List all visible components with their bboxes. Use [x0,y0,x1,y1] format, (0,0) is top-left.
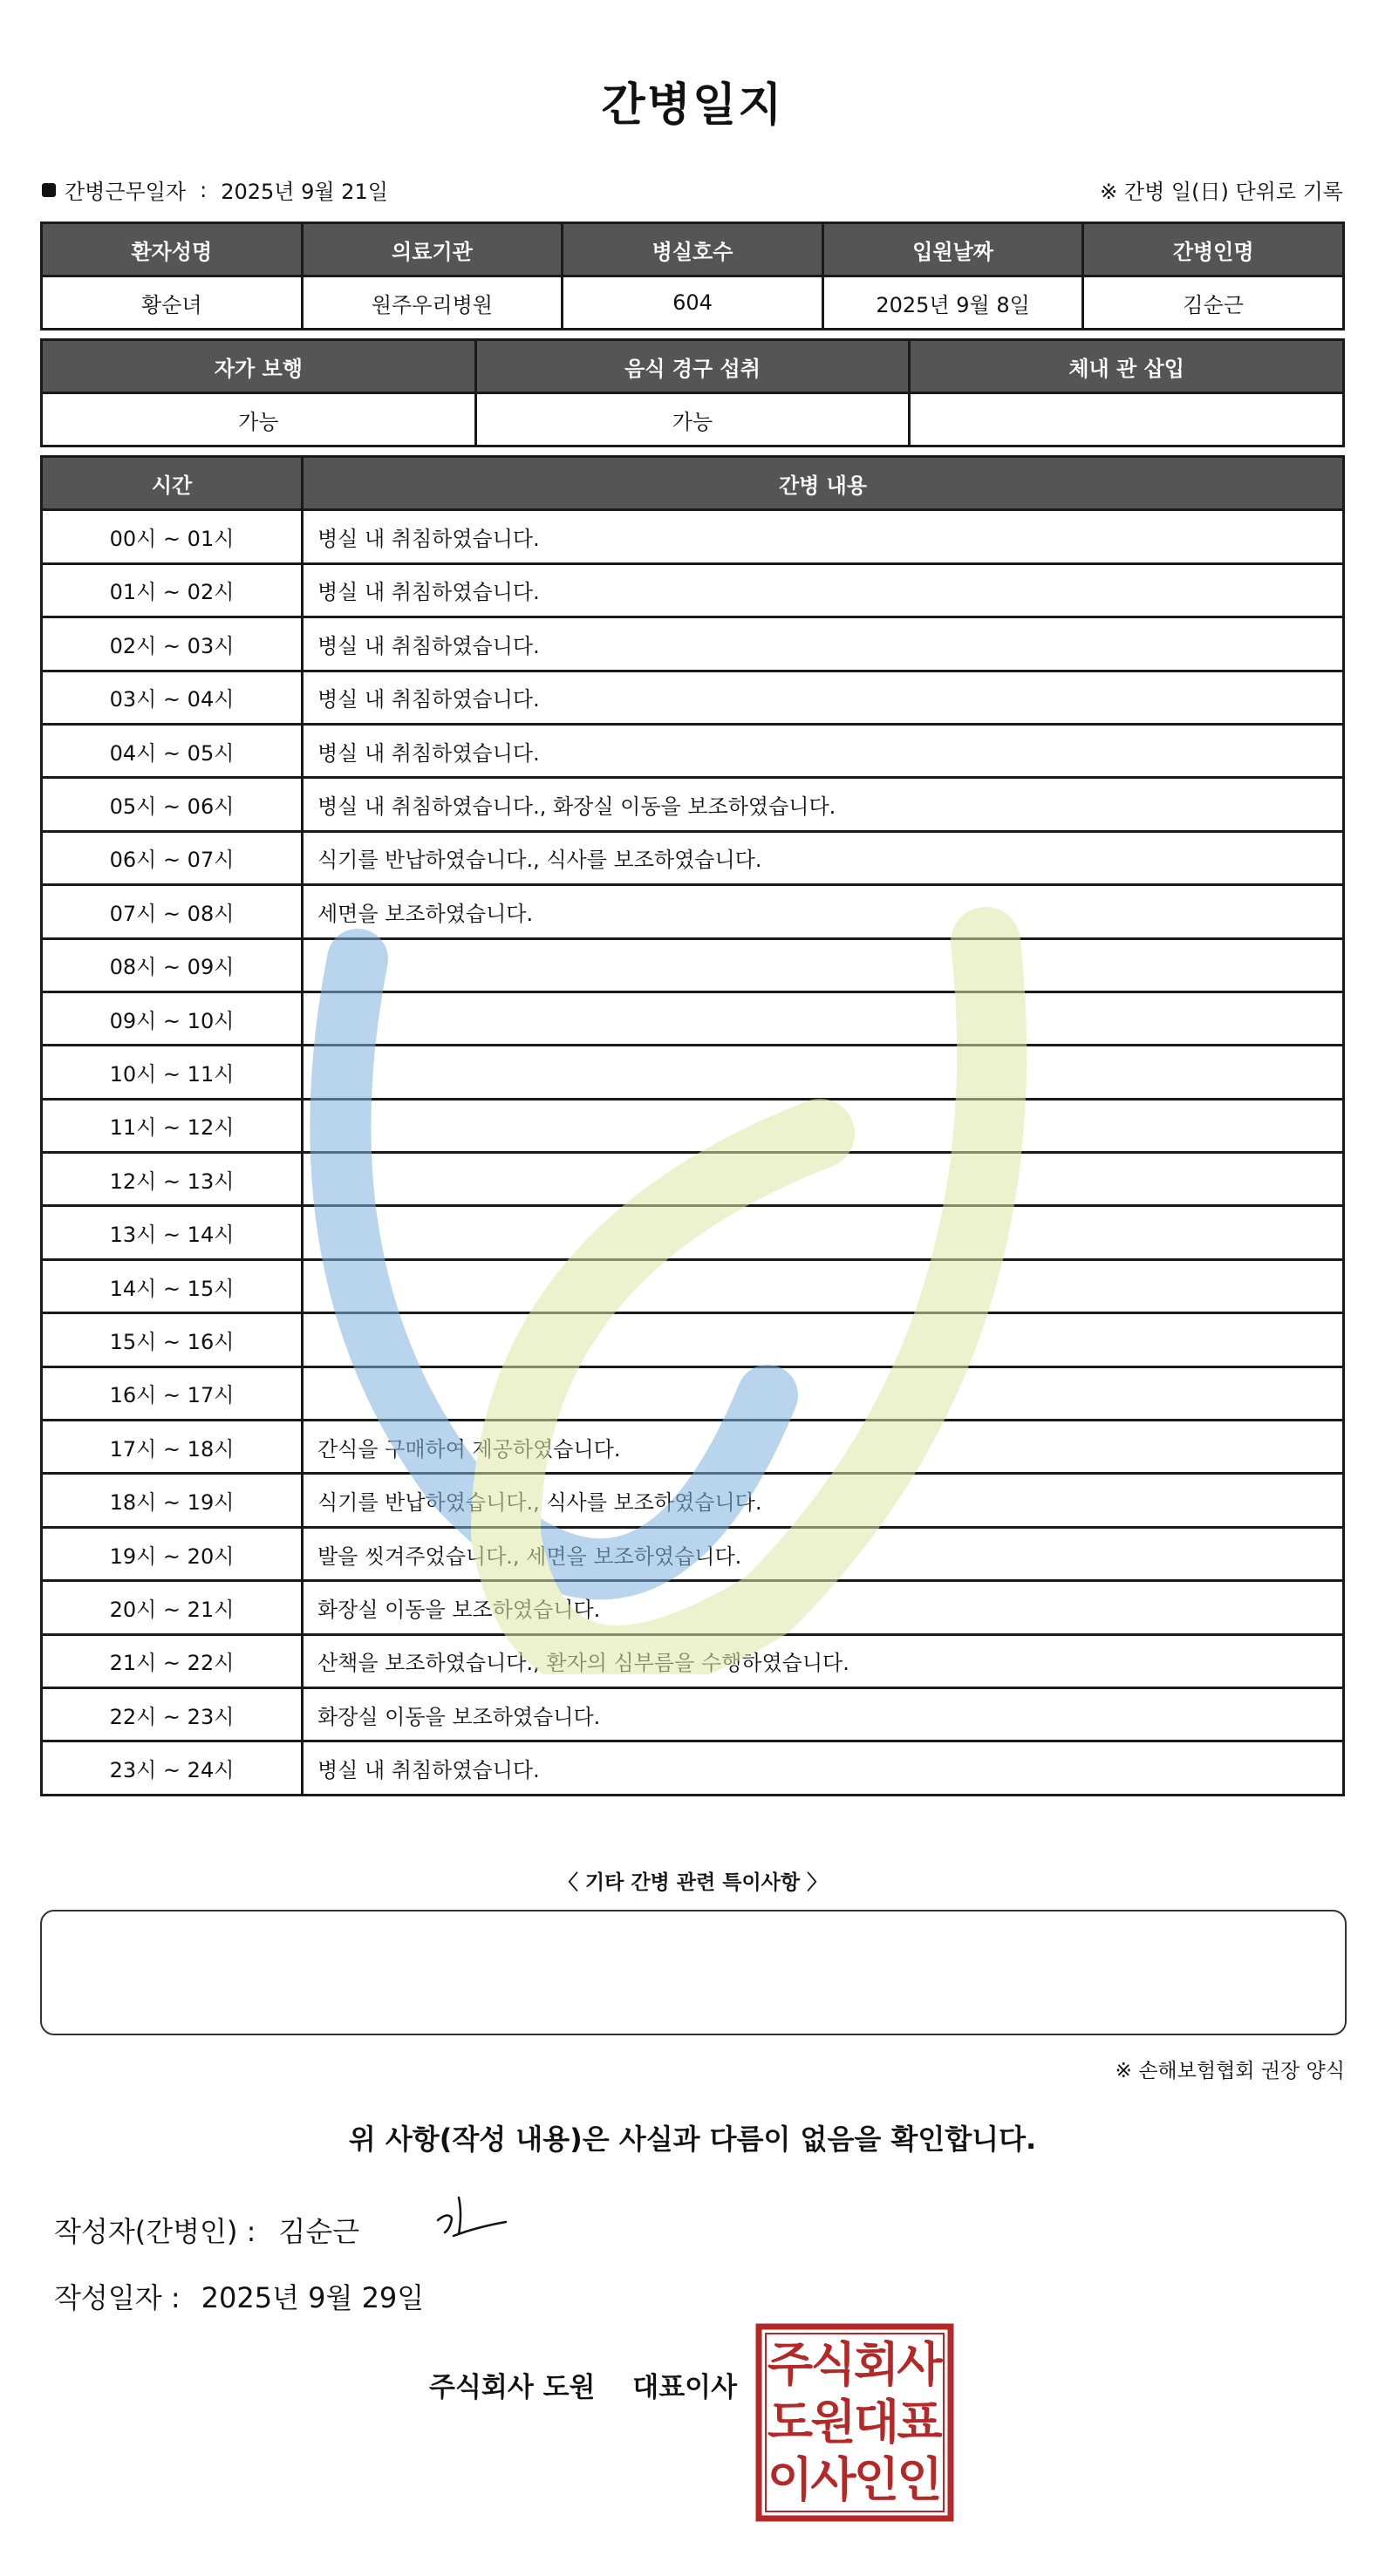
seal-character: 대 [853,2395,900,2450]
table-row [43,1742,1342,1793]
work-date-label: 간병근무일자 [65,180,187,204]
time-cell: 11시 ~ 12시 [43,1101,301,1151]
table-row [43,1475,1342,1525]
patient-name: 황순녀 [43,277,301,328]
table-row [43,1421,1342,1472]
header-care-content: 간병 내용 [304,458,1342,508]
time-cell: 07시 ~ 08시 [43,886,301,937]
signature [433,2187,511,2248]
patient-info-table [40,221,1345,331]
writer-label: 작성자(간병인) : [54,2215,256,2248]
unit-note: ※ 간병 일(日) 단위로 기록 [1100,180,1343,204]
table-row [43,565,1342,616]
care-content-cell [304,1314,1342,1365]
square-bullet-icon [42,183,56,197]
care-content-cell: 병실 내 취침하였습니다. [304,511,1342,562]
written-date-label: 작성일자 : [54,2281,181,2314]
table-row [43,1207,1342,1257]
time-cell: 22시 ~ 23시 [43,1689,301,1740]
time-cell: 12시 ~ 13시 [43,1154,301,1204]
company-name: 주식회사 도원 [429,2372,596,2403]
table-row [43,1046,1342,1097]
time-cell: 17시 ~ 18시 [43,1421,301,1472]
time-cell: 10시 ~ 11시 [43,1046,301,1097]
table-row [43,511,1342,562]
hospital-name: 원주우리병원 [304,277,562,328]
seal-character: 인 [853,2452,900,2507]
seal-character: 인 [897,2452,943,2507]
care-content-cell [304,1154,1342,1204]
seal-character: 사 [810,2452,856,2507]
time-cell: 02시 ~ 03시 [43,618,301,669]
seal-character: 이 [767,2452,814,2507]
header-time: 시간 [43,458,301,508]
time-cell: 08시 ~ 09시 [43,940,301,991]
header-hospital: 의료기관 [304,224,562,275]
care-content-cell: 화장실 이동을 보조하였습니다. [304,1582,1342,1632]
care-content-cell [304,940,1342,991]
time-cell: 18시 ~ 19시 [43,1475,301,1525]
special-notes-title: 〈 기타 간병 관련 특이사항 〉 [557,1871,828,1894]
written-date-line [54,2276,424,2316]
table-row [43,1636,1342,1687]
table-row [43,1154,1342,1204]
special-notes-box [40,1910,1347,2035]
care-content-cell: 병실 내 취침하였습니다. [304,1742,1342,1793]
care-content-cell: 화장실 이동을 보조하였습니다. [304,1689,1342,1740]
care-content-cell: 병실 내 취침하였습니다. [304,726,1342,776]
table-row [43,1314,1342,1365]
care-content-cell: 산책을 보조하였습니다., 환자의 심부름을 수행하였습니다. [304,1636,1342,1687]
company-seal [755,2323,954,2522]
header-tube: 체내 관 삽입 [911,341,1342,392]
time-cell: 20시 ~ 21시 [43,1582,301,1632]
time-cell: 16시 ~ 17시 [43,1368,301,1419]
time-cell: 00시 ~ 01시 [43,511,301,562]
written-date-value: 2025년 9월 29일 [201,2281,425,2314]
seal-character: 식 [810,2337,856,2392]
walking-value: 가능 [43,394,474,445]
time-cell: 01시 ~ 02시 [43,565,301,616]
care-content-cell: 세면을 보조하였습니다. [304,886,1342,937]
table-row [43,1689,1342,1740]
care-content-cell: 병실 내 취침하였습니다., 화장실 이동을 보조하였습니다. [304,779,1342,829]
time-cell: 15시 ~ 16시 [43,1314,301,1365]
care-content-cell: 식기를 반납하였습니다., 식사를 보조하였습니다. [304,1475,1342,1525]
table-row [43,1582,1342,1632]
care-content-cell [304,1046,1342,1097]
care-content-cell: 병실 내 취침하였습니다. [304,672,1342,723]
table-row [43,833,1342,883]
care-content-cell [304,1207,1342,1257]
time-cell: 03시 ~ 04시 [43,672,301,723]
work-date [42,174,388,205]
room-number: 604 [563,277,822,328]
care-content-cell: 병실 내 취침하였습니다. [304,565,1342,616]
time-cell: 23시 ~ 24시 [43,1742,301,1793]
time-cell: 05시 ~ 06시 [43,779,301,829]
confirm-statement: 위 사항(작성 내용)은 사실과 다름이 없음을 확인합니다. [348,2123,1037,2156]
patient-status-table [40,338,1345,447]
seal-character: 도 [767,2395,814,2450]
recommend-note: ※ 손해보험협회 권장 양식 [1115,2060,1345,2082]
table-row [43,618,1342,669]
table-row [43,726,1342,776]
seal-character: 표 [897,2395,943,2450]
representative-title: 대표이사 [632,2372,738,2403]
care-content-cell [304,1368,1342,1419]
header-walking: 자가 보행 [43,341,474,392]
writer-name: 김순근 [278,2215,360,2248]
care-content-cell: 병실 내 취침하였습니다. [304,618,1342,669]
oral-intake-value: 가능 [477,394,909,445]
header-caregiver: 간병인명 [1084,224,1342,275]
time-cell: 09시 ~ 10시 [43,993,301,1044]
time-cell: 21시 ~ 22시 [43,1636,301,1687]
table-row [43,779,1342,829]
care-content-cell [304,1261,1342,1312]
special-notes-content [42,1912,1345,1939]
care-content-cell: 간식을 구매하여 제공하였습니다. [304,1421,1342,1472]
seal-character: 회 [853,2337,900,2392]
care-content-cell [304,1101,1342,1151]
caregiver-name: 김순근 [1084,277,1342,328]
time-cell: 06시 ~ 07시 [43,833,301,883]
company-line [429,2365,737,2404]
table-row [43,1261,1342,1312]
table-row [43,993,1342,1044]
table-row [43,1101,1342,1151]
page-title: 간병일지 [601,79,784,132]
time-cell: 04시 ~ 05시 [43,726,301,776]
work-date-separator: : [200,177,208,202]
care-log-table [40,455,1345,1796]
time-cell: 19시 ~ 20시 [43,1529,301,1579]
time-cell: 13시 ~ 14시 [43,1207,301,1257]
table-row [43,672,1342,723]
time-cell: 14시 ~ 15시 [43,1261,301,1312]
care-content-cell [304,993,1342,1044]
tube-value [911,394,1342,445]
header-admission-date: 입원날짜 [824,224,1082,275]
header-patient-name: 환자성명 [43,224,301,275]
writer-line [54,2210,359,2250]
table-row [43,940,1342,991]
care-content-cell: 발을 씻겨주었습니다., 세면을 보조하였습니다. [304,1529,1342,1579]
header-oral-intake: 음식 경구 섭취 [477,341,909,392]
table-row [43,886,1342,937]
care-content-cell: 식기를 반납하였습니다., 식사를 보조하였습니다. [304,833,1342,883]
header-room: 병실호수 [563,224,822,275]
seal-character: 사 [897,2337,943,2392]
seal-character: 원 [810,2395,856,2450]
table-row [43,1368,1342,1419]
seal-character: 주 [767,2337,814,2392]
admission-date: 2025년 9월 8일 [824,277,1082,328]
work-date-value: 2025년 9월 21일 [221,180,388,204]
table-row [43,1529,1342,1579]
